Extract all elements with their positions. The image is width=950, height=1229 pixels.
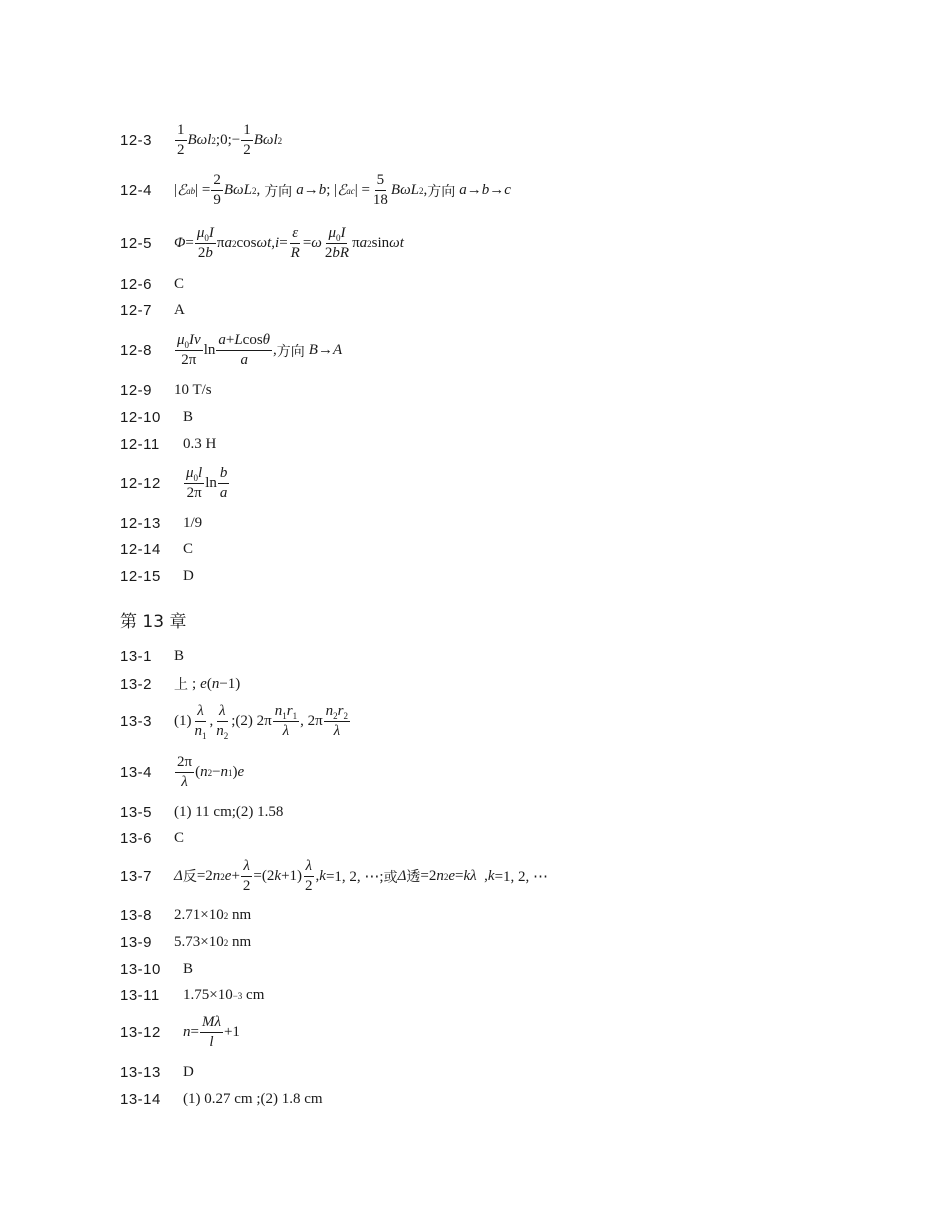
answer-content: n = Mλ l +1 (183, 1014, 240, 1051)
answer-label: 13-10 (120, 961, 161, 978)
answer-label: 12-11 (120, 436, 160, 453)
answer-text: C (174, 830, 185, 846)
answer-text: B (183, 409, 194, 425)
answer-13-4 (120, 754, 244, 792)
answer-13-5 (120, 804, 283, 821)
answer-label: 12-6 (120, 276, 153, 293)
answer-label: 13-13 (120, 1064, 161, 1081)
answer-12-10 (120, 409, 193, 426)
answer-content: Δ 反 =2 n 2 e + λ 2 =(2 k +1) λ 2 , k =1, 2, ⋯; 或 Δ 透 =2 n 2 e = kλ , k =1, 2, ⋯ (174, 858, 549, 895)
answer-12-3 (120, 122, 282, 160)
answer-13-10 (120, 961, 193, 978)
answer-content: 1 2 Bωl 2 ;0;− 1 2 Bωl 2 (177, 122, 283, 159)
answer-13-1 (120, 648, 184, 665)
answer-label: 12-14 (120, 541, 161, 558)
answer-content: | ℰ ab | = 2 9 BωL 2 , 方向 a → b ; | ℰ ac | = 5 18 BωL 2 , 方向 a → b → c (174, 172, 511, 209)
answer-13-9 (120, 934, 251, 951)
answer-text: C (183, 541, 194, 557)
answer-text: D (183, 1064, 194, 1080)
answer-13-7 (120, 858, 548, 896)
answer-text: D (183, 568, 194, 584)
answer-label: 13-1 (120, 648, 153, 665)
answer-12-6 (120, 276, 184, 293)
answer-12-14 (120, 541, 193, 558)
answer-content: Φ = $\mu_0I$ 2b π a 2 cos ωt , i = ε R = ω $\mu_0I$ 2bR π a 2 sin ωt (174, 225, 404, 262)
chapter-heading: 第 13 章 (120, 612, 187, 632)
answer-label: 12-7 (120, 302, 153, 319)
answer-text: (1) 0.27 cm ;(2) 1.8 cm (183, 1091, 323, 1107)
answer-label: 13-12 (120, 1024, 161, 1042)
answer-13-8 (120, 907, 251, 924)
answer-label: 12-15 (120, 568, 161, 585)
answer-label: 12-9 (120, 382, 153, 399)
answer-label: 13-8 (120, 907, 153, 924)
answer-content: (1) λ $n_1$ , λ $n_2$ ;(2) 2π $n_1r_1$ λ , 2π $n_2r_2$ λ (174, 703, 348, 742)
answer-text: 1/9 (183, 515, 203, 531)
answer-12-8 (120, 332, 342, 370)
answer-label: 13-7 (120, 868, 153, 886)
answer-13-3 (120, 703, 351, 741)
answer-text: A (174, 302, 185, 318)
answer-text: C (174, 276, 185, 292)
answer-label: 12-8 (120, 342, 153, 360)
answer-13-6 (120, 830, 184, 847)
answer-label: 13-9 (120, 934, 153, 951)
answer-label: 12-5 (120, 235, 153, 253)
answer-text: 10 T/s (174, 382, 212, 398)
answer-13-11 (120, 987, 264, 1004)
answer-text: 0.3 H (183, 436, 217, 452)
answer-label: 12-12 (120, 475, 161, 493)
answer-13-14 (120, 1091, 323, 1108)
answer-label: 12-3 (120, 132, 153, 150)
answer-label: 13-4 (120, 764, 153, 782)
answer-content: $\mu_0l$ 2π ln b a (186, 465, 228, 502)
answer-text: (1) 11 cm;(2) 1.58 (174, 804, 284, 820)
answer-label: 12-13 (120, 515, 161, 532)
answer-12-11 (120, 436, 216, 453)
answer-content: 2π λ ( n 2 − n 1 ) e (177, 754, 245, 791)
answer-content: 1.75×10 −3 cm (183, 987, 265, 1003)
answer-label: 13-3 (120, 713, 153, 731)
answer-13-13 (120, 1064, 194, 1081)
answer-label: 12-10 (120, 409, 161, 426)
answer-label: 13-14 (120, 1091, 161, 1108)
answer-text: B (183, 961, 194, 977)
answer-13-12 (120, 1014, 240, 1052)
answer-13-2 (120, 674, 240, 694)
answer-content: $\mu_0Iv$ 2π ln a+Lcosθ a , 方向 B → A (177, 332, 343, 369)
answer-12-4 (120, 172, 511, 210)
answer-content: 5.73×10 2 nm (174, 934, 252, 950)
answer-label: 13-11 (120, 987, 160, 1004)
answer-12-7 (120, 302, 185, 319)
answer-label: 13-2 (120, 675, 153, 693)
answer-12-15 (120, 568, 194, 585)
answer-12-12 (120, 465, 230, 503)
answer-12-5 (120, 225, 404, 263)
answer-label: 13-5 (120, 804, 153, 821)
answer-12-13 (120, 515, 202, 532)
answer-content: 2.71×10 2 nm (174, 907, 252, 923)
answer-label: 12-4 (120, 182, 153, 200)
answer-label: 13-6 (120, 830, 153, 847)
answer-content: 上 ; e ( n −1) (174, 675, 241, 693)
answer-text: B (174, 648, 185, 664)
answer-12-9 (120, 382, 212, 399)
